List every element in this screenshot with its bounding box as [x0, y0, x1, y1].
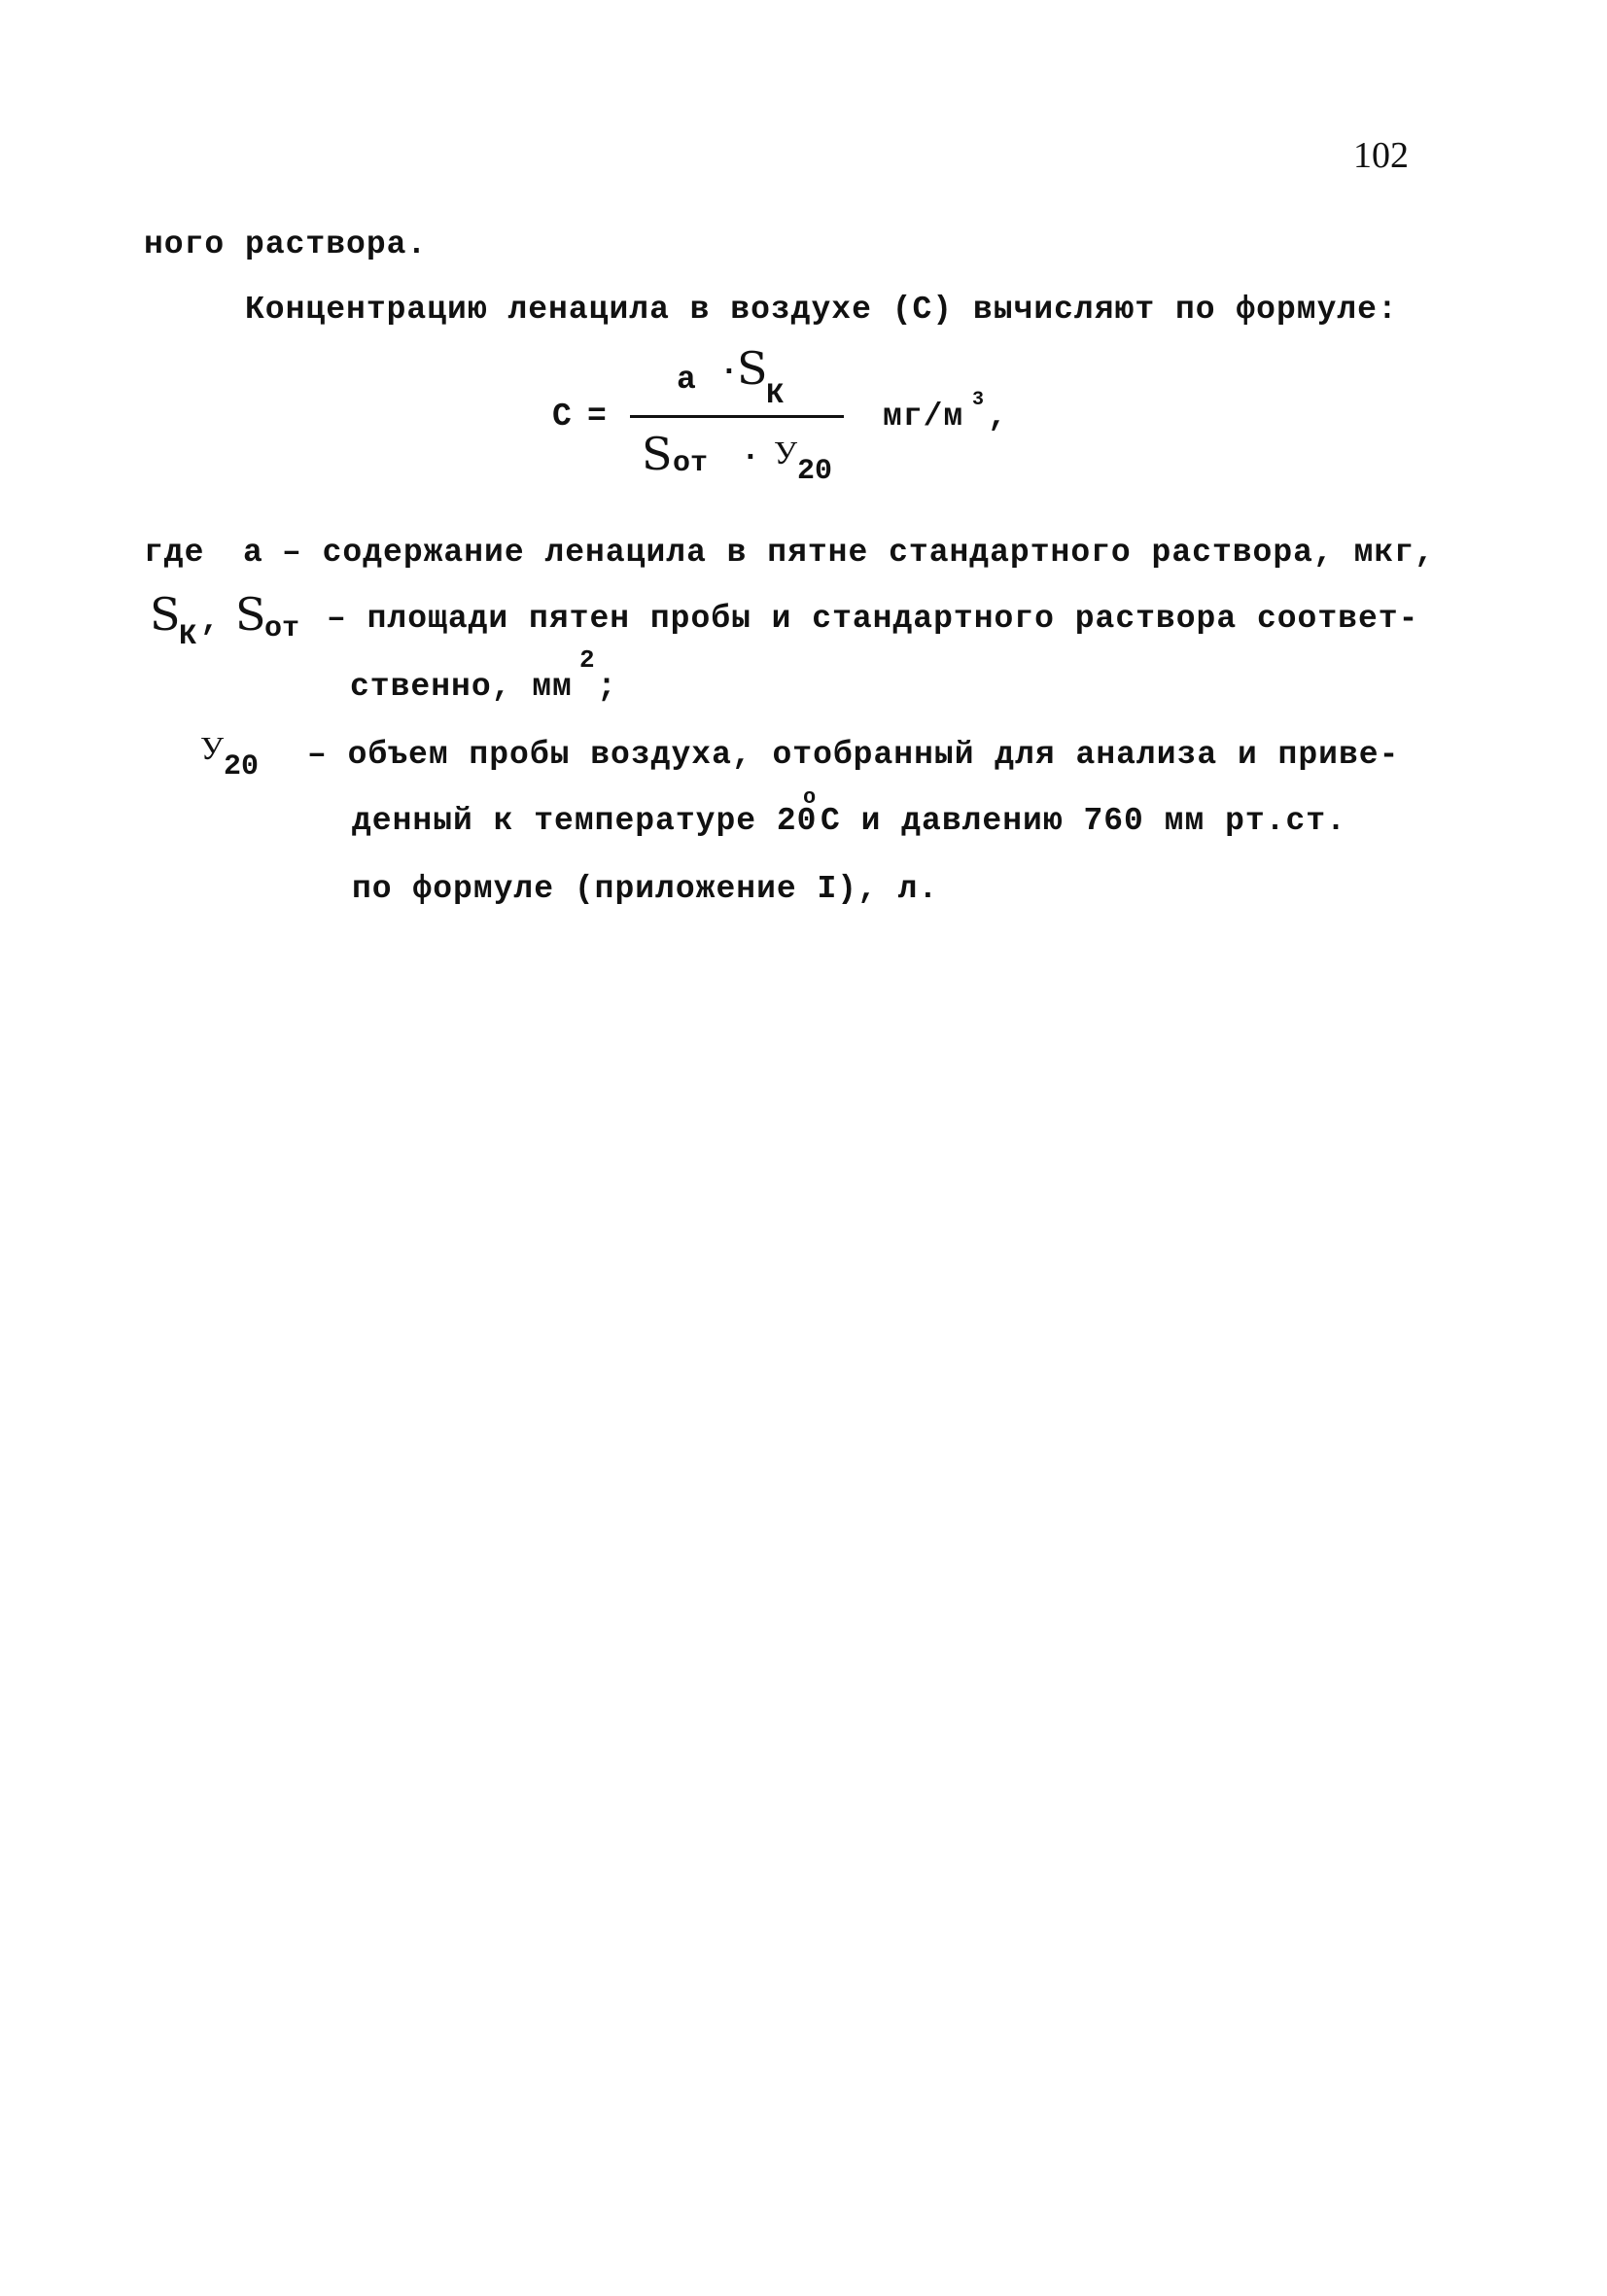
def-v-text-2b: С и давлению 760 мм рт.ст.	[821, 803, 1346, 839]
text-line-intro: Концентрацию ленацила в воздухе (С) вычисляют по формуле:	[245, 292, 1398, 328]
formula-unit-comma: ,	[988, 399, 1008, 435]
text-line-continuation: ного раствора.	[144, 226, 428, 262]
formula-numerator-sub-k: К	[766, 379, 785, 412]
fraction-bar	[630, 415, 844, 418]
def-S-k-symbol: S	[150, 588, 181, 641]
formula-unit-exp: 3	[972, 389, 985, 411]
formula-lhs: С	[552, 399, 573, 435]
def-v-text-2a: денный к температуре 20	[352, 803, 818, 839]
formula-denominator-sub-20: 20	[797, 455, 833, 488]
def-where: где	[144, 535, 205, 571]
def-v-sub: 20	[224, 750, 260, 783]
formula-denominator-S: S	[642, 428, 673, 480]
def-s-text-2: ственно, мм	[350, 669, 573, 705]
def-S-ot-sub: от	[264, 612, 300, 645]
def-v-text-1: – объем пробы воздуха, отобранный для анализа и приве-	[307, 737, 1400, 773]
def-S-k-sub: К	[179, 620, 197, 653]
formula-denominator-dot: ·	[741, 439, 761, 475]
def-v-symbol: У	[200, 731, 226, 767]
def-a-symbol: а	[243, 535, 263, 571]
def-s-text-2-end: ;	[597, 669, 617, 705]
formula-unit: мг/м	[883, 399, 964, 435]
formula-denominator-V: У	[774, 435, 799, 471]
def-s-text-2-exp: 2	[579, 645, 595, 675]
def-S-ot-symbol: S	[235, 588, 266, 641]
def-a-text: – содержание ленацила в пятне стандартного раствора, мкг,	[282, 535, 1435, 571]
def-v-text-2-deg: о	[803, 785, 817, 810]
page-number: 102	[1353, 135, 1409, 176]
formula-numerator-a: а	[677, 362, 697, 398]
formula-denominator-sub-ot: от	[673, 447, 709, 480]
def-v-text-3: по формуле (приложение I), л.	[352, 871, 939, 907]
def-s-text-1: – площади пятен пробы и стандартного раствора соответ-	[327, 601, 1419, 637]
formula-numerator-dot: ·	[719, 354, 740, 390]
formula-equals: =	[587, 399, 608, 435]
def-S-sep: ,	[200, 603, 221, 639]
formula-numerator-S: S	[737, 342, 768, 395]
